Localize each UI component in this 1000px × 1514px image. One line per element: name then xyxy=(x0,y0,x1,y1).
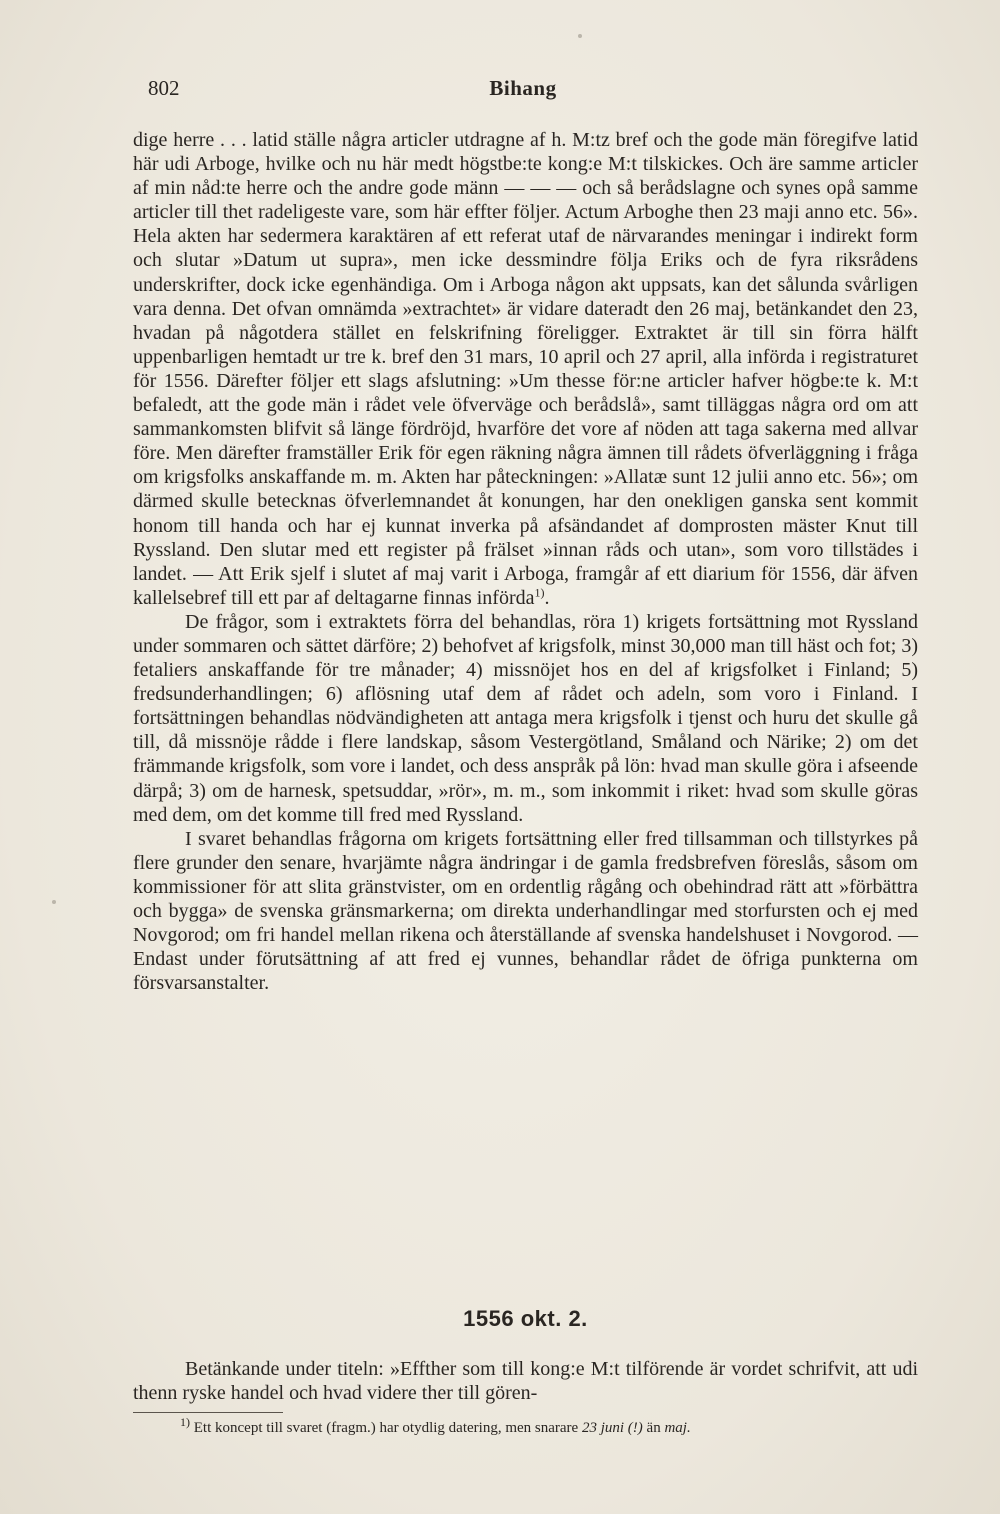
page-header xyxy=(133,76,913,106)
footnote-italic-date: 23 juni (!) xyxy=(581,1420,643,1436)
running-title: Bihang xyxy=(489,76,557,100)
footnote-divider xyxy=(133,1412,283,1413)
paper-speck xyxy=(578,34,582,38)
paragraph-1-text: dige herre . . . latid ställe några articler utdragne af h. M:tz bref och the gode män föregifve latid här udi Arboge, hvilke och nu här medt högstbe:te kong:e M:t tilskickes. Och äre samme articler af min nåd:te herre och the andre gode männ — — — och så berådslagne och synes opå samme articler till thet radeligeste vare, som här effter följer. Actum Arboghe then 23 maji anno etc. 56». Hela akten har sedermera karaktären af ett referat utaf de närvarandes meningar i indirekt form och slutar »Datum ut supra», men icke dessmindre följa Eriks och de fyra riksrådens underskrifter, dock icke egenhändiga. Om i Arboga någon akt uppsats, kan det sålunda svårligen vara denna. Det ofvan omnämda »extrachtet» är vidare dateradt den 26 maj, betänkandet den 23, hvadan på någotdera stället en felskrifning föreligger. Extraktet är till sin förra hälft uppenbarligen hemtadt ur tre k. bref den 31 mars, 10 april och 27 april, alla införda i registraturet för 1556. Därefter följer ett slags afslutning: »Um thesse för:ne articler hafver högbe:te k. M:t befaledt, att the gode män i rådet vele öfverväge och berådslå», samt tilläggas några ord om att sammankomsten blifvit så länge fördröjd, hvarföre det vore af nöden att taga sakerna med allvar före. Men därefter framställer Erik för egen räkning några ämnen till rådets öfverläggning i fråga om krigsfolks anskaffande m. m. Akten har påteckningen: »Allatæ sunt 12 julii anno etc. 56»; om därmed skulle betecknas öfverlemnandet åt konungen, har den onekligen ganska sent kommit honom till handa och har ej kunnat inverka på afsändandet af domprosten mäster Knut till Ryssland. Den slutar med ett register på frälset »innan råds och utan», som voro tillstädes i landet. — Att Erik sjelf i slutet af maj varit i Arboga, framgår af ett diarium för 1556, där äfven kallelsebref till ett par af deltagarne finnas införda xyxy=(133,129,918,609)
paragraph-1-tail: . xyxy=(544,586,550,609)
section-paragraph: Betänkande under titeln: »Effther som till kong:e M:t tilförende är vordet schrifvit, att udi thenn ryske handel och hvad videre ther till gören- xyxy=(133,1358,918,1405)
paragraph-2: De frågor, som i extraktets förra del behandlas, röra 1) krigets fortsättning mot Ryssland under sommaren och sättet därföre; 2) behofvet af krigsfolk, minst 30,000 man till häst och fot; 3) fetaliers anskaffande för tre månader; 4) missnöjet hos en del af krigsfolket i Finland; 5) fredsunderhandlingen; 6) aflösning utaf dem af rådet och adeln, som voro i Finland. I fortsättningen behandlas nödvändigheten att antaga mera krigsfolk i tjenst och huru det skulle gå till, då missnöje rådde i flere landskap, såsom Vestergötland, Småland och Närike; 2) om det främmande krigsfolk, som vore i landet, och dess anspråk på lön: hvad man skulle göra i afseende därpå; 3) om de harnesk, spetsuddar, »rör», m. m., som inkommit i riket: hvad som skulle göras med dem, om det komme till fred med Ryssland. xyxy=(133,610,918,826)
page-number: 802 xyxy=(148,76,180,100)
footnote-text-mid: än xyxy=(646,1420,661,1436)
footnote-marker: 1) xyxy=(180,1415,190,1429)
body-text xyxy=(133,128,918,995)
footnote xyxy=(180,1415,925,1437)
paragraph-3: I svaret behandlas frågorna om krigets fortsättning eller fred tillsamman och tillstyrkes på flere grunder den senare, hvarjämte några ändringar i de gamla fredsbrefven föreslås, såsom om kommissioner för att slita gränstvister, om en ordentlig rågång och obehindrad rätt att »förbättra och bygga» de svenska gränsmarkerna; om direkta underhandlingar med storfursten och ej med Novgorod; om fri handel mellan rikena och återställande af svenska handelshuset i Novgorod. — Endast under förutsättning af att fred ej vunnes, behandlar rådet de öfriga punkterna om försvarsanstalter. xyxy=(133,827,918,995)
section-heading: 1556 okt. 2. xyxy=(463,1306,588,1331)
paragraph-1 xyxy=(133,128,918,610)
footnote-text: Ett koncept till svaret (fragm.) har otydlig datering, men snarare xyxy=(193,1420,579,1436)
footnote-italic-end: maj. xyxy=(664,1420,691,1436)
footnote-reference: 1) xyxy=(534,585,545,600)
paper-speck xyxy=(52,900,56,904)
